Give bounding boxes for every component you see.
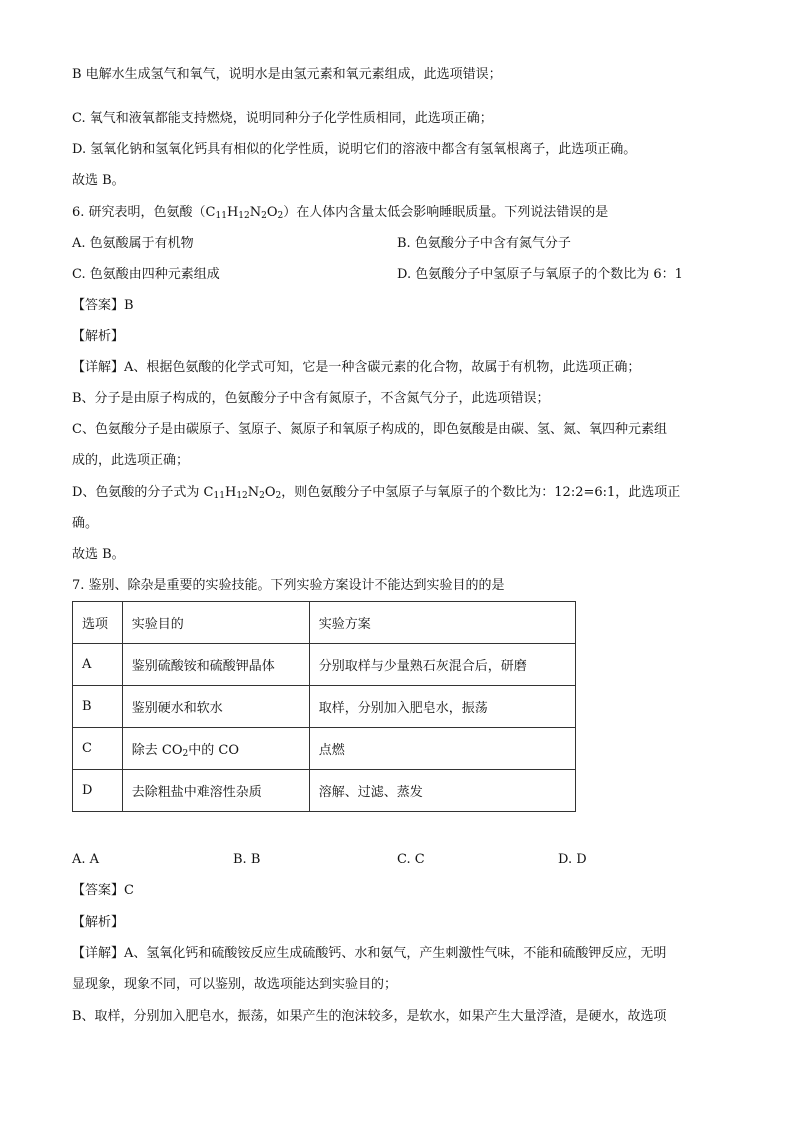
q6-option-c: C. 色氨酸由四种元素组成 bbox=[72, 267, 220, 282]
q6-conclusion: 故选 B。 bbox=[72, 547, 125, 562]
q7-experiment-table bbox=[72, 601, 576, 812]
q5-option-b-explanation: B 电解水生成氢气和氧气，说明水是由氢元素和氧元素组成，此选项错误； bbox=[72, 67, 502, 82]
q6-detail-c-line2: 成的，此选项正确； bbox=[72, 453, 190, 468]
q5-option-c-explanation: C. 氧气和液氧都能支持燃烧，说明同种分子化学性质相同，此选项正确； bbox=[72, 111, 493, 126]
q7-option-d: D. D bbox=[558, 852, 587, 867]
q7-detail-a-line2: 显现象，现象不同，可以鉴别，故选项能达到实验目的； bbox=[72, 977, 398, 992]
table-header-cell: 实验目的 bbox=[122, 602, 309, 644]
q6-option-d: D. 色氨酸分子中氢原子与氧原子的个数比为 6：1 bbox=[397, 267, 683, 282]
table-cell-goal: 鉴别硫酸铵和硫酸钾晶体 bbox=[122, 644, 309, 686]
table-cell-goal: 除去 $CO_2$中的 CO bbox=[122, 728, 309, 770]
table-cell-plan: 分别取样与少量熟石灰混合后，研磨 bbox=[309, 644, 575, 686]
table-cell-goal: 去除粗盐中难溶性杂质 bbox=[122, 770, 309, 812]
q7-option-c: C. C bbox=[397, 852, 425, 867]
q6-detail-c-line1: C、色氨酸分子是由碳原子、氢原子、氮原子和氧原子构成的，即色氨酸是由碳、氢、氮、氧四种元素组 bbox=[72, 422, 667, 437]
q6-detail-a: 【详解】A、根据色氨酸的化学式可知，它是一种含碳元素的化合物，故属于有机物，此选项正确； bbox=[72, 360, 641, 375]
q7-answer: 【答案】C bbox=[72, 883, 134, 898]
q7-option-a: A. A bbox=[72, 852, 100, 867]
table-header-cell: 实验方案 bbox=[309, 602, 575, 644]
q7-option-b: B. B bbox=[233, 852, 261, 867]
table-row bbox=[73, 686, 576, 728]
q6-detail-d-line2: 确。 bbox=[72, 516, 99, 531]
table-cell-option: A bbox=[73, 644, 123, 686]
table-header-row bbox=[73, 602, 576, 644]
q7-detail-b-line1: B、取样，分别加入肥皂水，振荡，如果产生的泡沫较多，是软水，如果产生大量浮渣，是硬水，故选项 bbox=[72, 1009, 667, 1024]
q7-analysis-label: 【解析】 bbox=[72, 915, 125, 930]
table-cell-plan: 溶解、过滤、蒸发 bbox=[309, 770, 575, 812]
table-cell-plan: 取样，分别加入肥皂水，振荡 bbox=[309, 686, 575, 728]
table-cell-plan: 点燃 bbox=[309, 728, 575, 770]
q6-answer: 【答案】B bbox=[72, 298, 134, 313]
q6-option-a: A. 色氨酸属于有机物 bbox=[72, 236, 194, 251]
q6-detail-d-line1: D、色氨酸的分子式为 $C_{11}H_{12}N_2O_2$，则色氨酸分子中氢原子与氧原子的个数比为：12:2=6:1，此选项正 bbox=[72, 485, 681, 501]
table-row bbox=[73, 770, 576, 812]
table-cell-option: D bbox=[73, 770, 123, 812]
q6-option-b: B. 色氨酸分子中含有氮气分子 bbox=[397, 236, 571, 251]
table-row bbox=[73, 728, 576, 770]
q5-option-d-explanation: D. 氢氧化钠和氢氧化钙具有相似的化学性质，说明它们的溶液中都含有氢氧根离子，此选项正确。 bbox=[72, 142, 637, 157]
q5-conclusion: 故选 B。 bbox=[72, 173, 125, 188]
q6-analysis-label: 【解析】 bbox=[72, 329, 125, 344]
table-header-cell: 选项 bbox=[73, 602, 123, 644]
q7-stem: 7. 鉴别、除杂是重要的实验技能。下列实验方案设计不能达到实验目的的是 bbox=[72, 578, 505, 593]
table-cell-option: C bbox=[73, 728, 123, 770]
table-cell-goal: 鉴别硬水和软水 bbox=[122, 686, 309, 728]
q6-stem: 6. 研究表明，色氨酸$(C_{11}H_{12}N_2O_2)$在人体内含量太低会影响睡眠质量。下列说法错误的是 bbox=[72, 205, 609, 221]
table-cell-option: B bbox=[73, 686, 123, 728]
table-row bbox=[73, 644, 576, 686]
q6-detail-b: B、分子是由原子构成的，色氨酸分子中含有氮原子，不含氮气分子，此选项错误； bbox=[72, 391, 550, 406]
q7-detail-a-line1: 【详解】A、氢氧化钙和硫酸铵反应生成硫酸钙、水和氨气，产生刺激性气味，不能和硫酸钾反应，无明 bbox=[72, 946, 667, 961]
